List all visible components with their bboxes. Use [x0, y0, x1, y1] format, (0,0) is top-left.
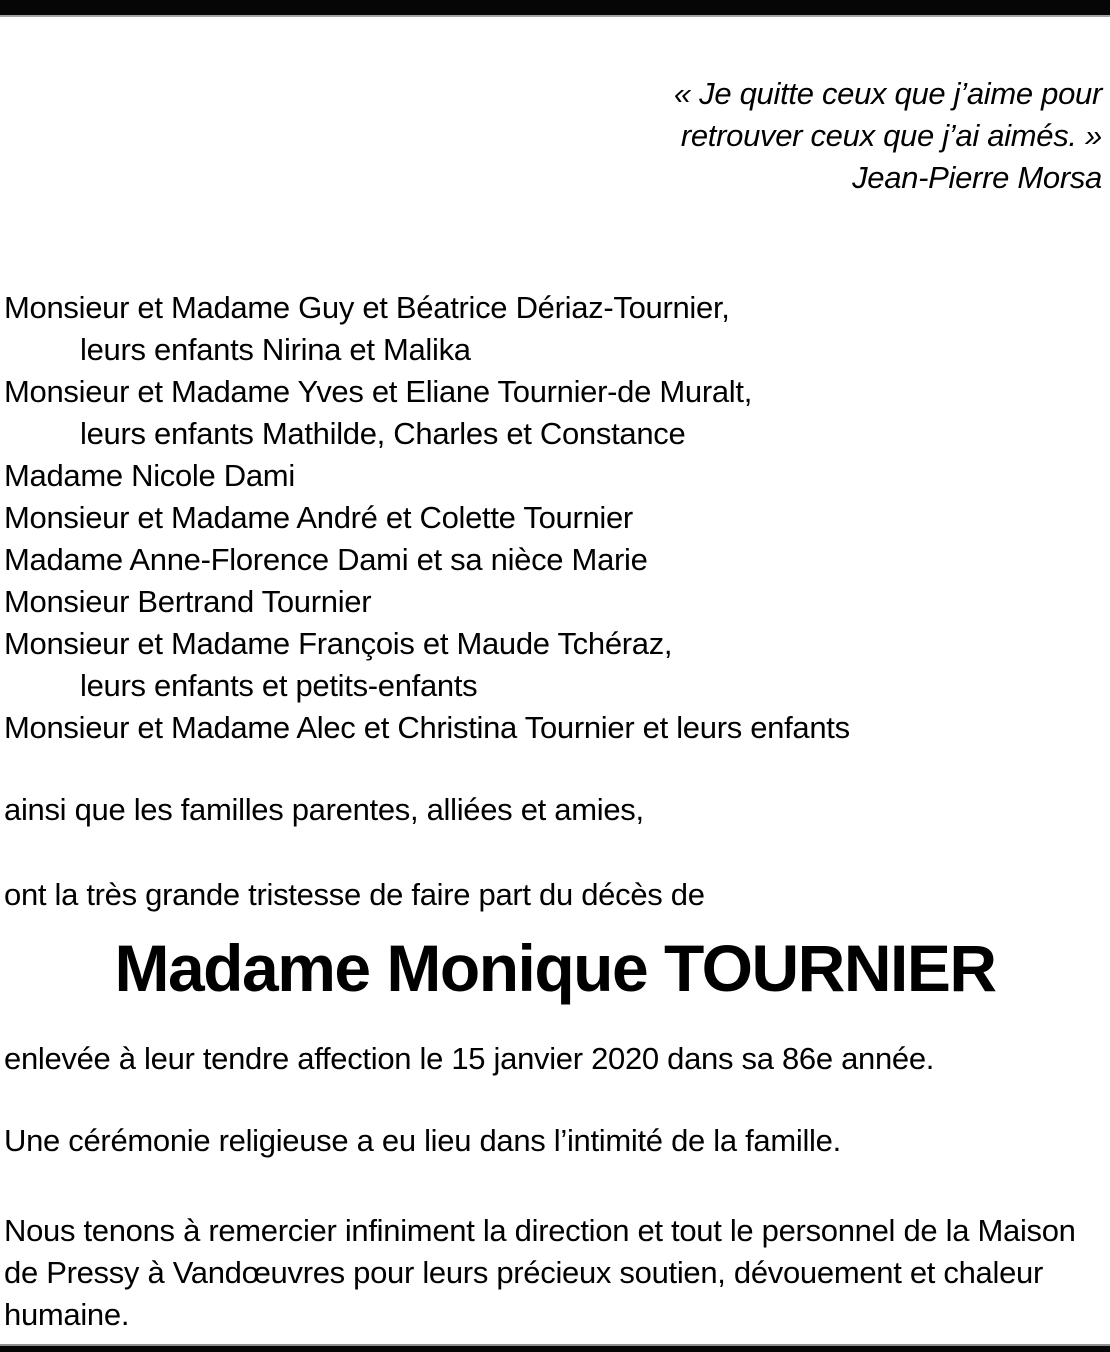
family-line: Madame Anne-Florence Dami et sa nièce Marie — [4, 542, 648, 577]
family-line: Monsieur Bertrand Tournier — [4, 584, 372, 619]
family-list — [0, 287, 1110, 749]
ceremony-line: Une cérémonie religieuse a eu lieu dans l’intimité de la famille. — [4, 1123, 841, 1158]
family-line: Monsieur et Madame François et Maude Tchéraz, — [4, 626, 673, 661]
announcement-line: ont la très grande tristesse de faire part du décès de — [4, 877, 705, 912]
family-line: Monsieur et Madame Guy et Béatrice Dériaz-Tournier, — [4, 290, 730, 325]
family-line-children: leurs enfants Nirina et Malika — [80, 332, 471, 367]
thanks-paragraph: Nous tenons à remercier infiniment la direction et tout le personnel de la Maison de Pressy à Vandœuvres pour leurs précieux soutien, dévouement et chaleur humaine. — [4, 1213, 1076, 1332]
family-line-children: leurs enfants Mathilde, Charles et Constance — [80, 416, 686, 451]
families-closing-line: ainsi que les familles parentes, alliées et amies, — [4, 792, 644, 827]
deceased-name: Madame Monique TOURNIER — [114, 931, 996, 1005]
top-rule — [0, 0, 1110, 17]
bottom-rule — [0, 1344, 1110, 1352]
family-line: Monsieur et Madame Yves et Eliane Tournier-de Muralt, — [4, 374, 753, 409]
epigraph — [0, 73, 1110, 199]
epigraph-quote-line-1: « Je quitte ceux que j’aime pour — [673, 76, 1102, 111]
epigraph-quote-line-2: retrouver ceux que j’ai aimés. » — [680, 118, 1102, 153]
family-line: Monsieur et Madame Alec et Christina Tournier et leurs enfants — [4, 710, 850, 745]
family-line: Madame Nicole Dami — [4, 458, 295, 493]
family-line-children: leurs enfants et petits-enfants — [80, 668, 478, 703]
passing-line: enlevée à leur tendre affection le 15 janvier 2020 dans sa 86e année. — [4, 1041, 935, 1076]
family-line: Monsieur et Madame André et Colette Tournier — [4, 500, 633, 535]
epigraph-attribution: Jean-Pierre Morsa — [852, 160, 1102, 195]
